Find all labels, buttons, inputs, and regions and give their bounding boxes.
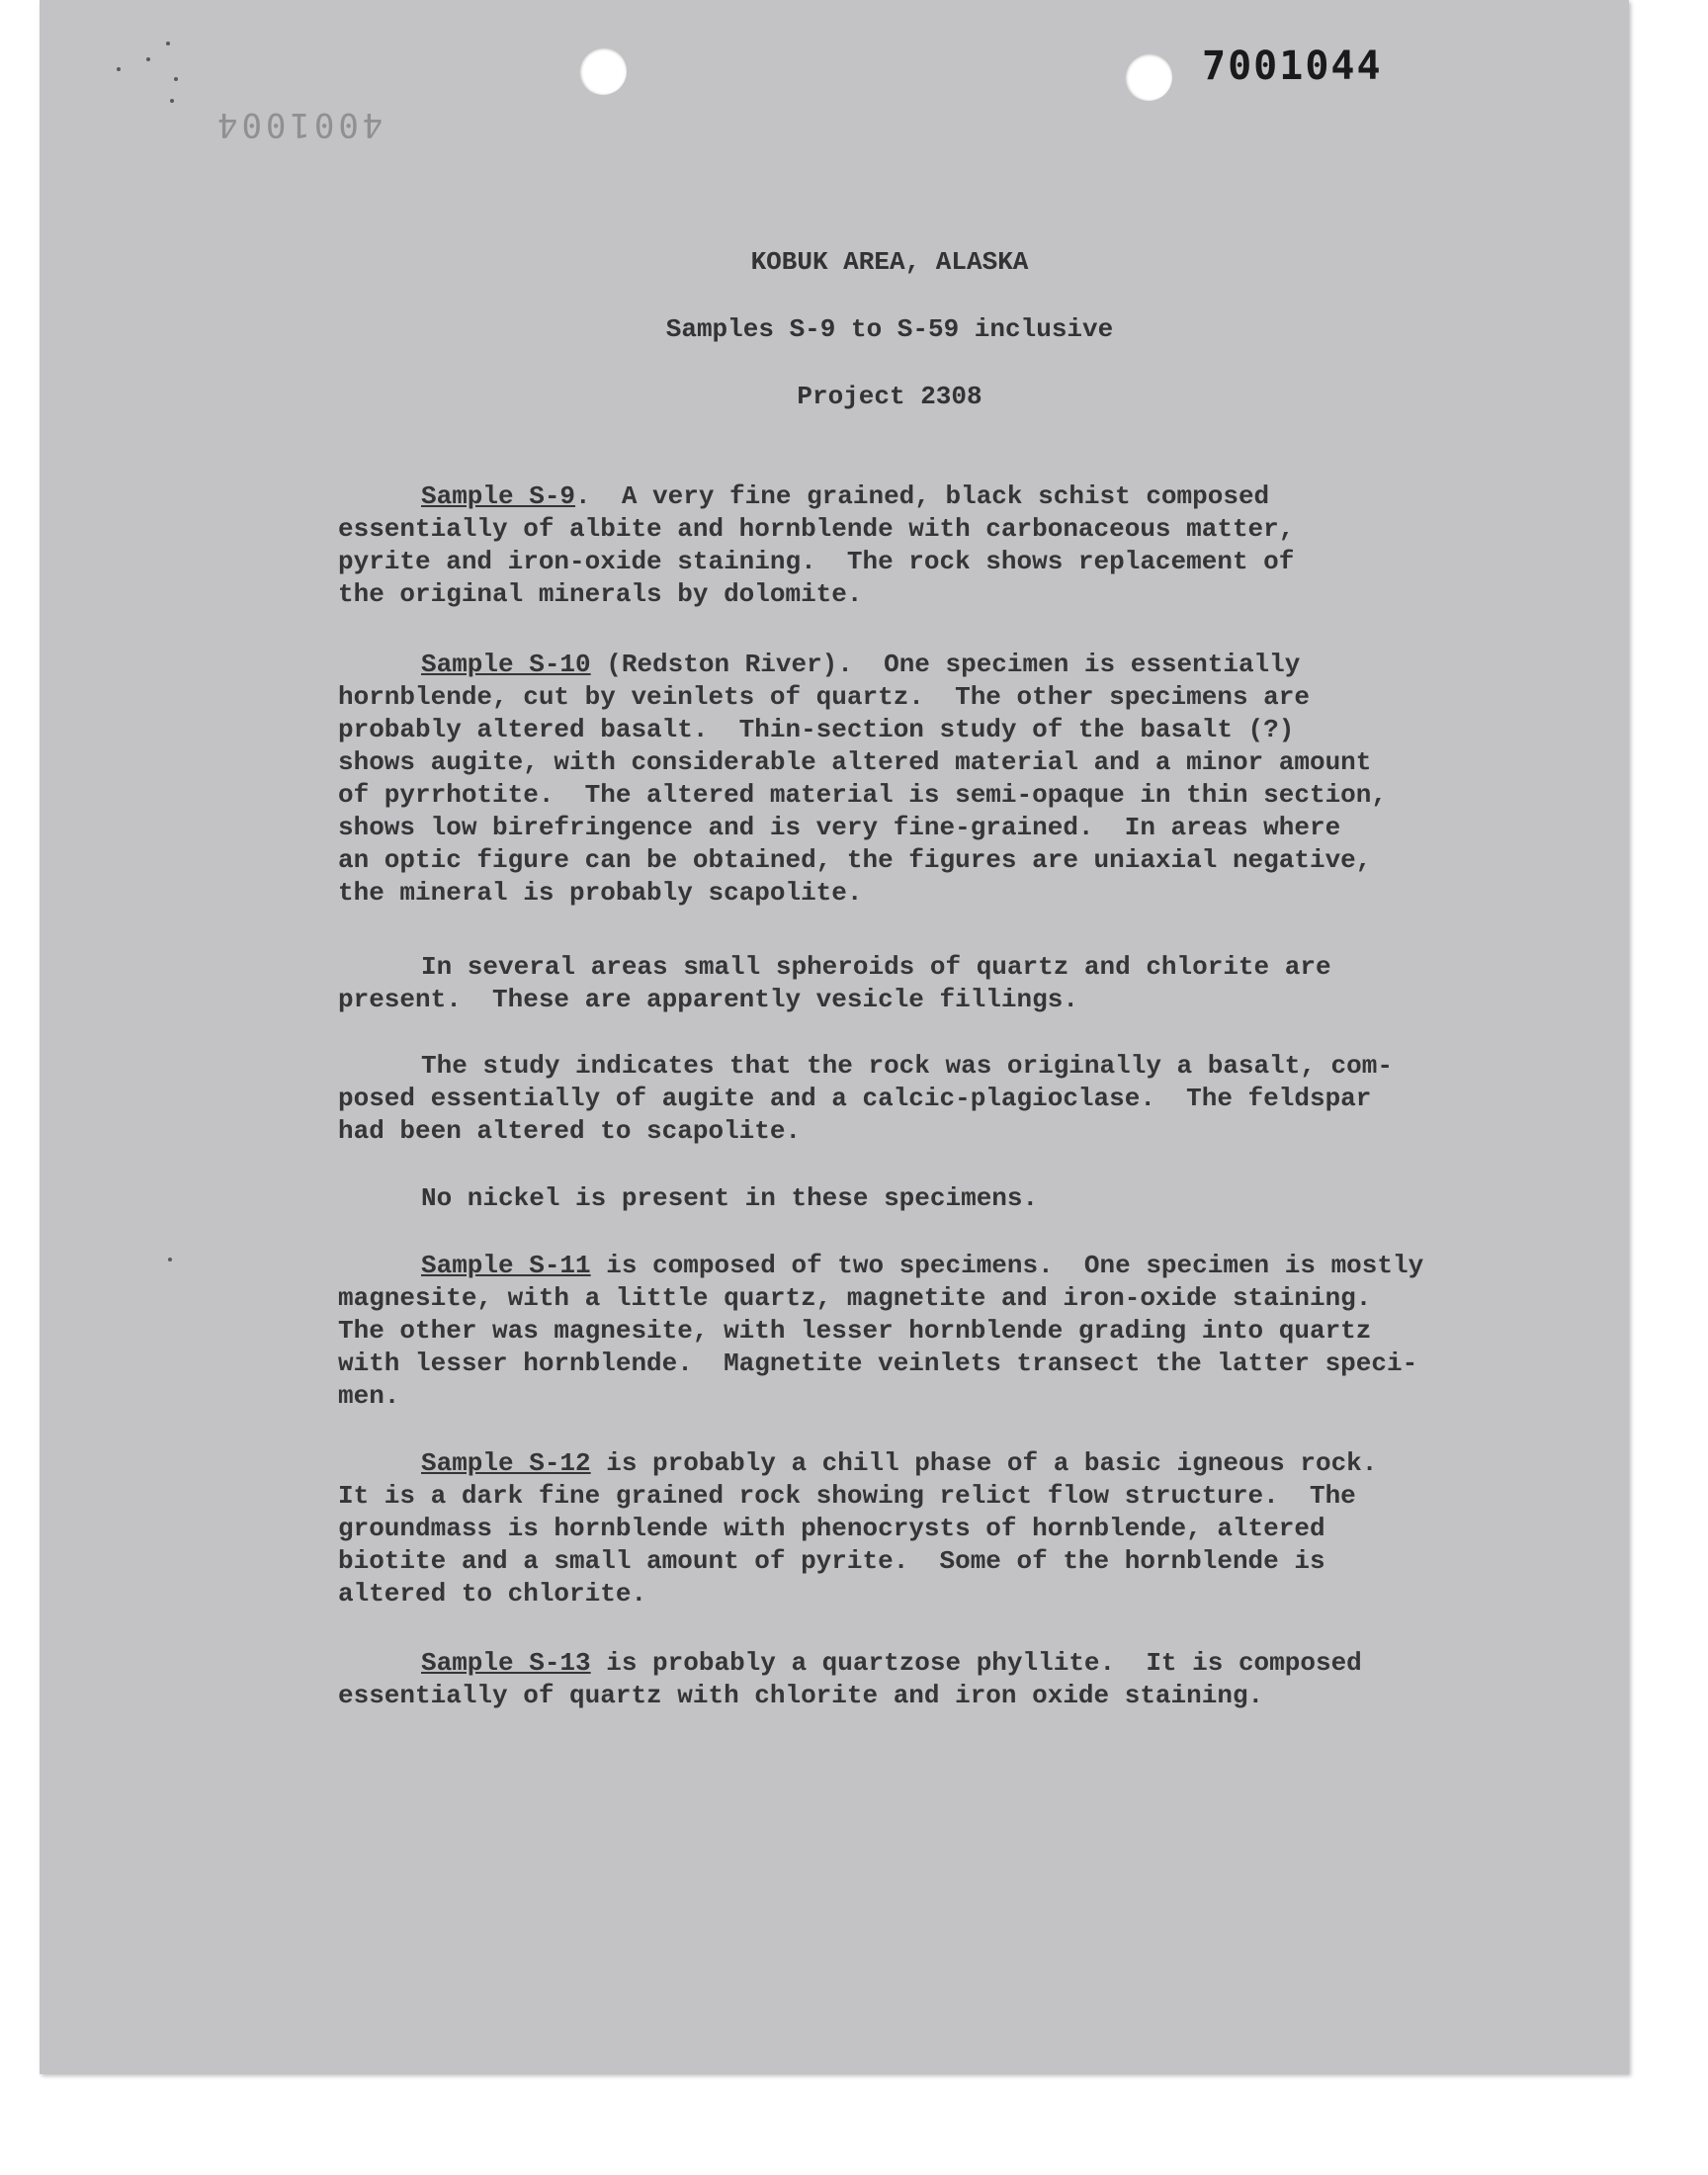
speck-mark (146, 57, 150, 61)
sample-label: Sample S-10 (421, 650, 591, 679)
punch-hole-right (1125, 53, 1172, 101)
sample-label: Sample S-11 (421, 1251, 591, 1280)
sample-label: Sample S-9 (421, 481, 576, 511)
punch-hole-left (579, 47, 627, 95)
paragraph-body: essentially of albite and hornblende with carbonaceous matter, pyrite and iron-oxide staining. The rock shows replacement of the original minerals by dolomite. (338, 514, 1295, 609)
paragraph-first-line: . A very fine grained, black schist composed (575, 481, 1270, 511)
stamp-number: 7001044 (1202, 44, 1383, 89)
paragraph-first-line: is probably a chill phase of a basic igneous rock. (590, 1448, 1378, 1478)
paragraph-body: magnesite, with a little quartz, magnetite and iron-oxide staining. The other was magnesite, with lesser hornblende grading into quartz with lesser hornblende. Magnetite veinlets transect the latter speci- men. (338, 1283, 1418, 1411)
document-title: KOBUK AREA, ALASKA (750, 247, 1029, 277)
paragraph-body: posed essentially of augite and a calcic-plagioclase. The feldspar had been altered to scapolite. (338, 1084, 1372, 1146)
paragraph-first-line: (Redston River). One specimen is essentially (590, 650, 1301, 679)
paragraph-first-line: The study indicates that the rock was originally a basalt, com- (421, 1051, 1393, 1081)
speck-mark (168, 1258, 172, 1262)
speck-mark (170, 99, 174, 103)
paragraph-study (338, 1050, 1504, 1148)
paragraph-body: It is a dark fine grained rock showing relict flow structure. The groundmass is hornblende with phenocrysts of hornblende, altered biotite and a small amount of pyrite. Some of the hornblende is altered to chlorite. (338, 1481, 1356, 1609)
document-page (40, 0, 1629, 2074)
paragraph-sample-s9 (338, 480, 1504, 611)
speck-mark (174, 77, 178, 81)
paragraph-first-line: In several areas small spheroids of quartz and chlorite are (421, 952, 1331, 982)
speck-mark (117, 67, 121, 71)
paragraph-first-line: is composed of two specimens. One specimen is mostly (590, 1251, 1424, 1280)
speck-mark (166, 42, 170, 45)
sample-label: Sample S-13 (421, 1648, 591, 1678)
paragraph-body: present. These are apparently vesicle fillings. (338, 985, 1078, 1014)
sample-label: Sample S-12 (421, 1448, 591, 1478)
document-subtitle: Samples S-9 to S-59 inclusive (665, 314, 1114, 344)
paragraph-sample-s11 (338, 1250, 1504, 1413)
paragraph-spheroids (338, 951, 1504, 1016)
faint-stamp-number: 4001004 (214, 105, 384, 144)
paragraph-first-line: is probably a quartzose phyllite. It is composed (590, 1648, 1362, 1678)
paragraph-sample-s13 (338, 1647, 1504, 1712)
paragraph-first-line: No nickel is present in these specimens. (421, 1183, 1039, 1213)
project-number: Project 2308 (797, 382, 982, 411)
paragraph-body: hornblende, cut by veinlets of quartz. The other specimens are probably altered basalt. Thin-section study of the basalt (?) shows augite, with considerable altered material and a minor amount of pyrrhotite. The altered material is semi-opaque in thin section, shows low birefringence and is very fine-grained. In areas where an optic figure can be obtained, the figures are uniaxial negative, the mineral is probably scapolite. (338, 682, 1387, 908)
paragraph-nickel (338, 1182, 1504, 1215)
paragraph-sample-s10 (338, 649, 1504, 910)
paragraph-body: essentially of quartz with chlorite and iron oxide staining. (338, 1681, 1264, 1710)
paragraph-sample-s12 (338, 1447, 1504, 1610)
